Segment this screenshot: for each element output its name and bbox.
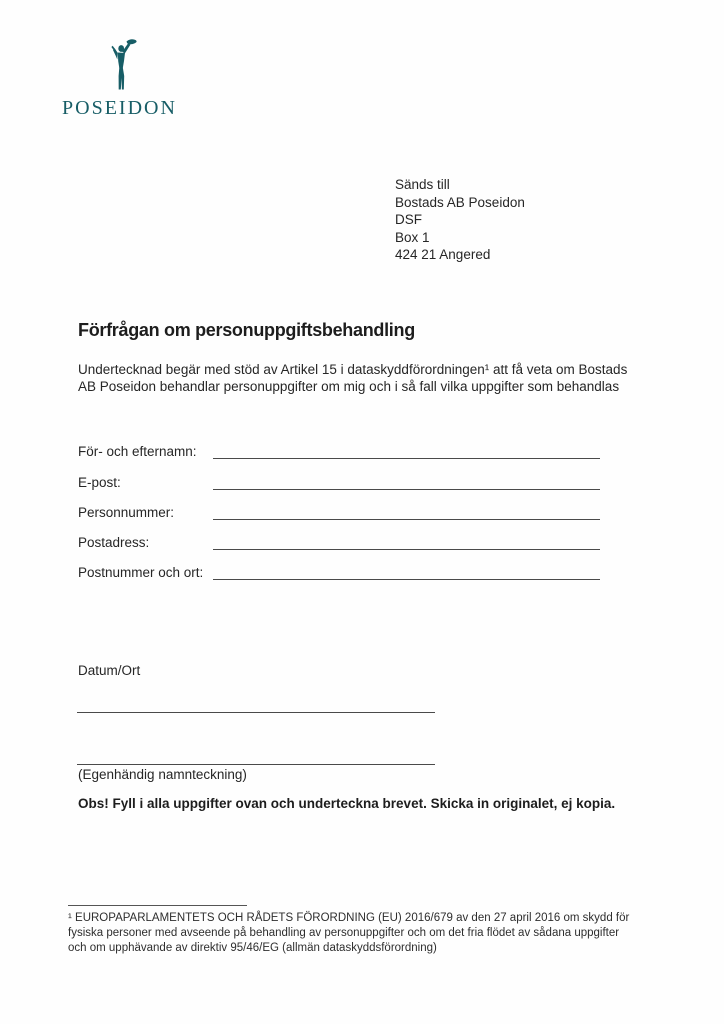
field-row-postal-address [78,520,600,550]
footnote-separator [68,905,247,906]
signature-caption: (Egenhändig namnteckning) [78,767,247,782]
field-label-name: För- och efternamn: [78,444,197,460]
field-input-line-personal-number[interactable] [213,519,600,520]
date-place-label: Datum/Ort [78,663,141,678]
recipient-line: DSF [395,212,422,228]
field-row-postcode-city [78,550,600,580]
field-label-personal-number: Personnummer: [78,504,175,520]
field-label-postcode-city: Postnummer och ort: [78,565,204,581]
page-title: Förfrågan om personuppgiftsbehandling [78,320,415,340]
field-input-line-name[interactable] [213,458,600,459]
signature-line[interactable] [77,764,435,765]
footnote-text: ¹ EUROPAPARLAMENTETS OCH RÅDETS FÖRORDNING (EU) 2016/679 av den 27 april 2016 om skydd för fysiska personer med avseende på behandling av personuppgifter och om det fria flödet av sådana uppgifter och om upphävande av direktiv 95/46/EG (allmän dataskyddsförordning) [68,912,630,954]
recipient-line: Sänds till [395,177,450,192]
recipient-block [395,176,525,264]
field-label-postal-address: Postadress: [78,535,150,551]
intro-paragraph: Undertecknad begär med stöd av Artikel 15 i dataskyddförordningen¹ att få veta om Bostads AB Poseidon behandlar personuppgifter om mig och i så fall vilka uppgifter som behandlas [78,362,628,394]
recipient-line: Box 1 [395,229,430,245]
field-row-email [78,459,600,489]
field-label-email: E-post: [78,474,121,490]
field-input-line-postcode-city[interactable] [213,579,600,580]
field-input-line-email[interactable] [213,489,600,490]
recipient-line: Bostads AB Poseidon [395,194,525,210]
field-row-personal-number [78,490,600,520]
logo-wordmark: POSEIDON [62,97,177,119]
field-input-line-postal-address[interactable] [213,549,600,550]
form-fields [78,429,600,580]
field-row-name [78,429,600,459]
recipient-line: 424 21 Angered [395,247,491,263]
notice-text: Obs! Fyll i alla uppgifter ovan och underteckna brevet. Skicka in originalet, ej kopia. [78,796,616,811]
date-place-line[interactable] [77,712,435,713]
poseidon-statue-icon [108,38,138,96]
